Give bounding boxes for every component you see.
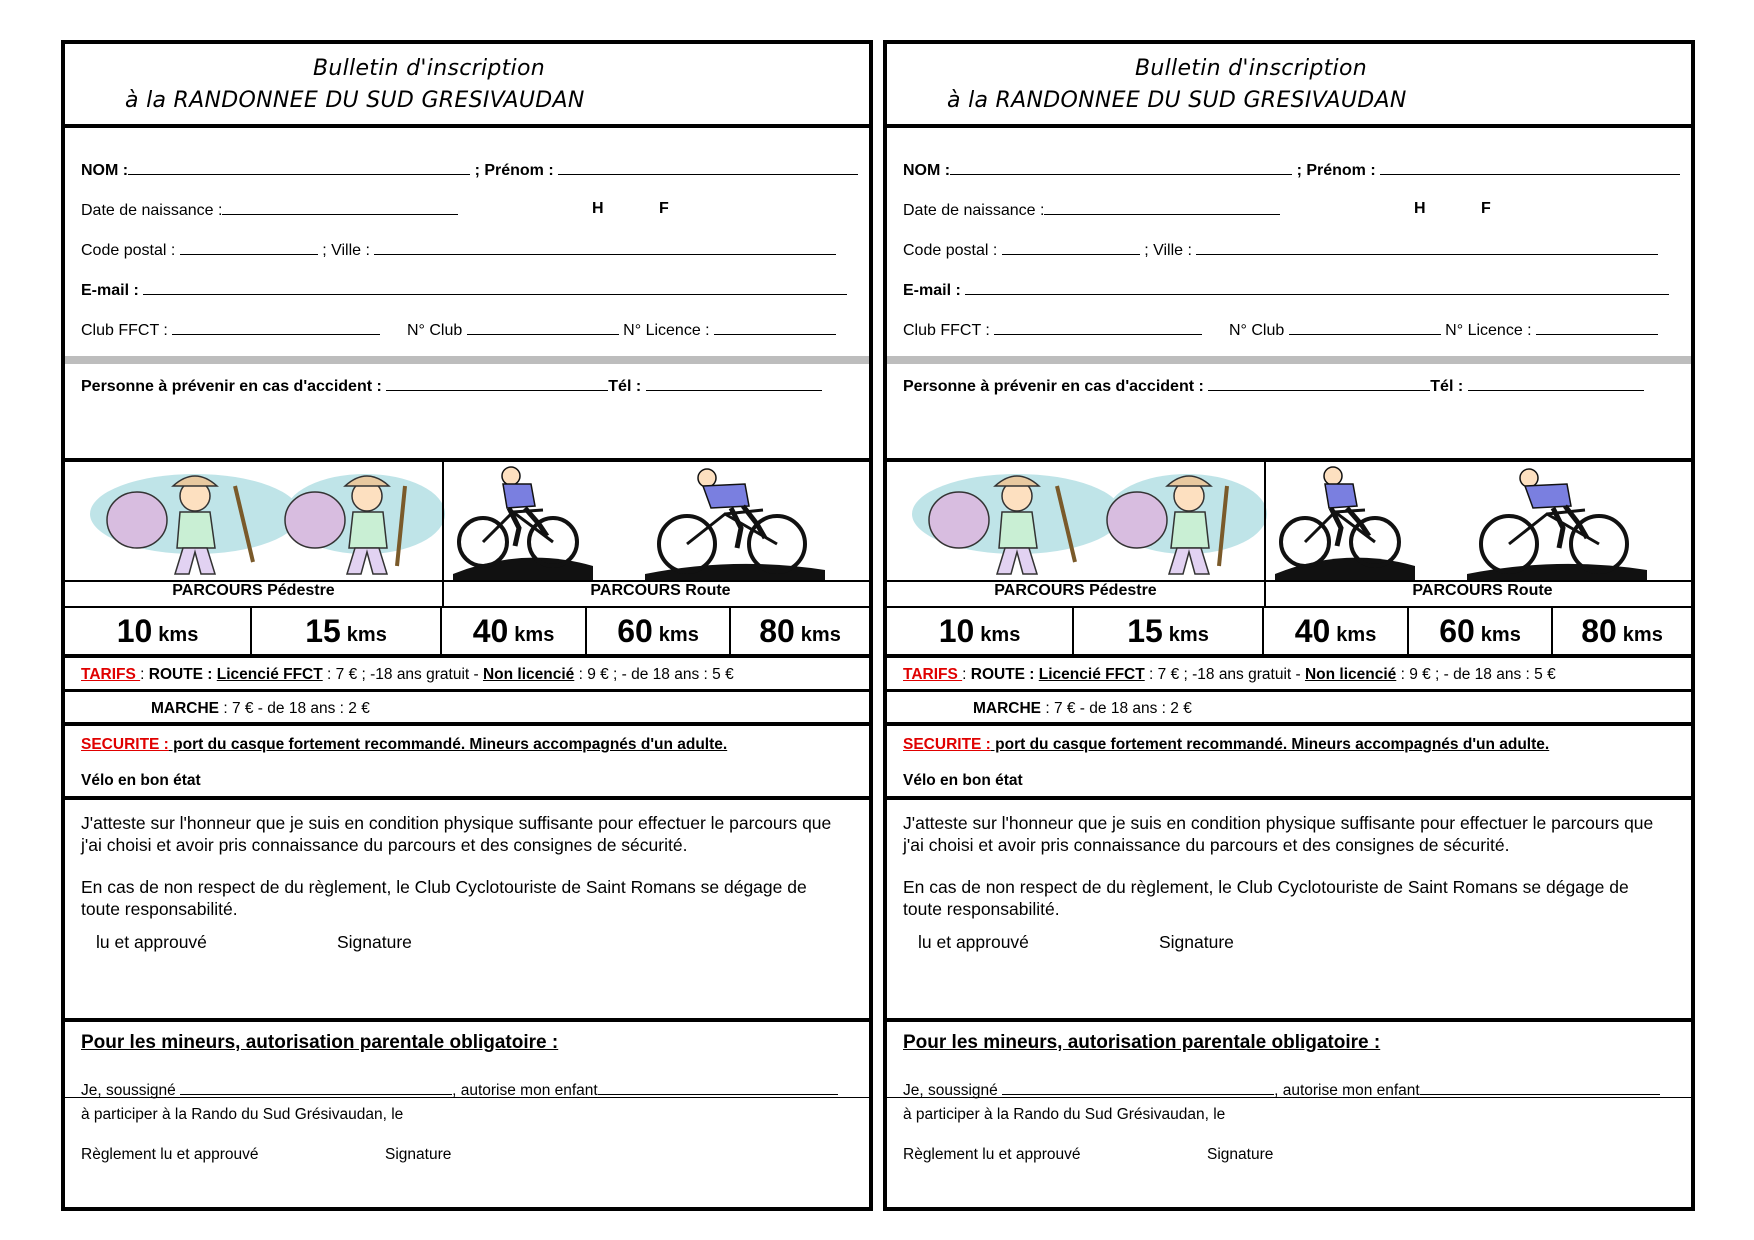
signature-label: Signature — [1207, 1146, 1274, 1163]
ville-label: ; Ville : — [322, 242, 370, 259]
distance-option[interactable] — [1264, 608, 1409, 654]
marche-label: MARCHE — [973, 700, 1042, 717]
lu-approuve: lu et approuvé — [96, 932, 207, 952]
nom-field[interactable] — [128, 160, 470, 175]
securite-label: SECURITE : — [81, 736, 169, 753]
tarifs-label: TARIFS — [81, 666, 141, 683]
securite-text: port du casque fortement recommandé. Mineurs accompagnés d'un adulte. — [168, 736, 728, 753]
email-label: E-mail : — [81, 282, 139, 299]
form-header — [65, 44, 869, 128]
marche-price: : 7 € - de 18 ans : 2 € — [219, 700, 370, 717]
distance-options — [65, 608, 869, 658]
soussigne-field[interactable] — [180, 1080, 452, 1095]
distance-unit: kms — [1336, 623, 1377, 646]
marche-section — [65, 692, 869, 726]
email-label: E-mail : — [903, 282, 961, 299]
club-field[interactable] — [172, 320, 380, 335]
signature-label: Signature — [1159, 932, 1234, 952]
reglement-text: Règlement lu et approuvé — [903, 1146, 1081, 1163]
tarifs-colon: : — [962, 666, 971, 683]
signature-label: Signature — [337, 932, 412, 952]
parcours-pedestre-label: PARCOURS Pédestre — [994, 582, 1157, 599]
soussigne-label: Je, soussigné — [903, 1082, 998, 1099]
form-title: Bulletin d'inscription — [313, 56, 545, 81]
route-label: ROUTE : — [970, 666, 1039, 683]
n-club-field[interactable] — [1289, 320, 1441, 335]
attestation-section — [887, 800, 1691, 1022]
responsabilite-text: En cas de non respect de du règlement, le Club Cyclotouriste de Saint Romans se dégage de toute responsabilité. — [81, 877, 807, 919]
tarifs-section — [887, 658, 1691, 692]
reglement-text: Règlement lu et approuvé — [81, 1146, 259, 1163]
form-title: Bulletin d'inscription — [1135, 56, 1367, 81]
distance-value: 80 — [759, 612, 795, 649]
sex-f-option[interactable]: F — [1481, 200, 1491, 217]
n-club-field[interactable] — [467, 320, 619, 335]
distance-options — [887, 608, 1691, 658]
marche-label: MARCHE — [151, 700, 220, 717]
sex-h-option[interactable]: H — [1414, 200, 1426, 217]
email-field[interactable] — [143, 280, 847, 295]
form-subtitle: à la RANDONNEE DU SUD GRESIVAUDAN — [947, 88, 1407, 113]
birth-row — [81, 200, 861, 220]
distance-value: 60 — [617, 612, 653, 649]
hiker-illustration — [275, 462, 445, 580]
distance-value: 10 — [116, 612, 153, 649]
accident-row — [903, 376, 1683, 396]
soussigne-label: Je, soussigné — [81, 1082, 176, 1099]
accident-field[interactable] — [386, 376, 608, 391]
identity-section — [65, 128, 869, 462]
marche-price: : 7 € - de 18 ans : 2 € — [1041, 700, 1192, 717]
attestation-text: J'atteste sur l'honneur que je suis en condition physique suffisante pour effectuer le parcours que j'ai choisi et avoir pris connaissance du parcours et des consignes de sécurité. — [81, 813, 832, 855]
code-postal-field[interactable] — [180, 240, 318, 255]
licencie-price: : 7 € ; -18 ans gratuit - — [322, 666, 483, 683]
n-licence-field[interactable] — [1536, 320, 1658, 335]
distance-unit: kms — [1480, 623, 1521, 646]
distance-value: 15 — [1127, 612, 1163, 649]
tarifs-colon: : — [140, 666, 149, 683]
email-field[interactable] — [965, 280, 1669, 295]
lu-approuve: lu et approuvé — [918, 932, 1029, 952]
attestation-text: J'atteste sur l'honneur que je suis en condition physique suffisante pour effectuer le parcours que j'ai choisi et avoir pris connaissance du parcours et des consignes de sécurité. — [903, 813, 1654, 855]
distance-option[interactable] — [1074, 608, 1264, 654]
mineurs-title: Pour les mineurs, autorisation parentale obligatoire : — [81, 1032, 559, 1053]
hiker-illustration — [907, 462, 1127, 580]
prenom-label: ; Prénom : — [474, 162, 554, 179]
naissance-field[interactable] — [1044, 200, 1280, 215]
distance-unit: kms — [158, 623, 199, 646]
distance-value: 40 — [472, 612, 509, 649]
non-licencie-label: Non licencié — [1304, 666, 1397, 683]
marche-row — [151, 700, 861, 718]
non-licencie-label: Non licencié — [482, 666, 575, 683]
participer-text: à participer à la Rando du Sud Grésivaudan, le — [903, 1106, 1226, 1123]
velo-text: Vélo en bon état — [903, 772, 1023, 789]
naissance-field[interactable] — [222, 200, 458, 215]
distance-unit: kms — [658, 623, 699, 646]
form-subtitle: à la RANDONNEE DU SUD GRESIVAUDAN — [125, 88, 585, 113]
address-row — [903, 240, 1683, 260]
code-postal-label: Code postal : — [81, 242, 176, 259]
accident-label: Personne à prévenir en cas d'accident : — [81, 378, 382, 395]
code-postal-label: Code postal : — [903, 242, 998, 259]
club-row — [903, 320, 1683, 340]
ville-field[interactable] — [1196, 240, 1658, 255]
tarifs-row — [81, 666, 861, 684]
n-club-label: N° Club — [406, 322, 463, 339]
distance-unit: kms — [514, 623, 555, 646]
velo-text: Vélo en bon état — [81, 772, 201, 789]
autorisation-section — [65, 1098, 869, 1207]
licencie-label: Licencié FFCT — [1038, 666, 1145, 683]
accident-label: Personne à prévenir en cas d'accident : — [903, 378, 1204, 395]
securite-row — [81, 736, 861, 754]
licencie-price: : 7 € ; -18 ans gratuit - — [1144, 666, 1305, 683]
soussigne-field[interactable] — [1002, 1080, 1274, 1095]
marche-row — [973, 700, 1683, 718]
n-licence-label: N° Licence : — [1445, 322, 1532, 339]
parcours-route-label: PARCOURS Route — [590, 582, 731, 599]
email-row — [903, 280, 1683, 300]
distance-value: 80 — [1581, 612, 1617, 649]
soussigne-row — [903, 1080, 1683, 1100]
distance-option[interactable] — [887, 608, 1074, 654]
address-row — [81, 240, 861, 260]
tel-label: Tél : — [1430, 378, 1464, 395]
registration-form-right — [883, 40, 1695, 1211]
responsabilite-text: En cas de non respect de du règlement, le Club Cyclotouriste de Saint Romans se dégage de toute responsabilité. — [903, 877, 1629, 919]
club-label: Club FFCT : — [903, 322, 990, 339]
cyclist-illustration — [453, 462, 593, 580]
parcours-illustrations — [887, 462, 1691, 608]
name-row — [81, 160, 861, 180]
distance-unit: kms — [1622, 623, 1663, 646]
autorisation-section — [887, 1098, 1691, 1207]
parcours-route-label: PARCOURS Route — [1412, 582, 1553, 599]
distance-value: 15 — [305, 612, 341, 649]
hiker-illustration — [1097, 462, 1267, 580]
participer-text: à participer à la Rando du Sud Grésivaudan, le — [81, 1106, 404, 1123]
hiker-illustration — [85, 462, 305, 580]
sex-h-option[interactable]: H — [592, 200, 604, 217]
email-row — [81, 280, 861, 300]
attestation-section — [65, 800, 869, 1022]
code-postal-field[interactable] — [1002, 240, 1140, 255]
tel-field[interactable] — [1468, 376, 1644, 391]
n-club-label: N° Club — [1228, 322, 1285, 339]
distance-unit: kms — [346, 623, 387, 646]
distance-option[interactable] — [587, 608, 731, 654]
distance-unit: kms — [980, 623, 1021, 646]
nom-field[interactable] — [950, 160, 1292, 175]
divider — [887, 356, 1691, 364]
mineurs-section — [65, 1022, 869, 1098]
distance-option[interactable] — [1553, 608, 1691, 654]
form-header — [887, 44, 1691, 128]
route-label: ROUTE : — [148, 666, 217, 683]
birth-row — [903, 200, 1683, 220]
tel-field[interactable] — [646, 376, 822, 391]
registration-form-left — [61, 40, 873, 1211]
parcours-pedestre-label: PARCOURS Pédestre — [172, 582, 335, 599]
club-label: Club FFCT : — [81, 322, 168, 339]
marche-section — [887, 692, 1691, 726]
enfant-field[interactable] — [1420, 1080, 1660, 1095]
nom-label: NOM : — [81, 162, 129, 179]
nom-label: NOM : — [903, 162, 951, 179]
securite-section — [65, 726, 869, 800]
distance-value: 40 — [1294, 612, 1331, 649]
distance-value: 10 — [938, 612, 975, 649]
sex-f-option[interactable]: F — [659, 200, 669, 217]
naissance-label: Date de naissance : — [903, 202, 1045, 219]
cyclist-illustration — [645, 462, 825, 580]
club-field[interactable] — [994, 320, 1202, 335]
prenom-label: ; Prénom : — [1296, 162, 1376, 179]
distance-unit: kms — [1168, 623, 1209, 646]
mineurs-title: Pour les mineurs, autorisation parentale obligatoire : — [903, 1032, 1381, 1053]
distance-unit: kms — [800, 623, 841, 646]
tarifs-section — [65, 658, 869, 692]
naissance-label: Date de naissance : — [81, 202, 223, 219]
autorise-label: , autorise mon enfant — [1274, 1082, 1420, 1099]
distance-value: 60 — [1439, 612, 1475, 649]
licencie-label: Licencié FFCT — [216, 666, 323, 683]
autorise-label: , autorise mon enfant — [452, 1082, 598, 1099]
signature-label: Signature — [385, 1146, 452, 1163]
prenom-field[interactable] — [558, 160, 858, 175]
securite-text: port du casque fortement recommandé. Mineurs accompagnés d'un adulte. — [990, 736, 1550, 753]
name-row — [903, 160, 1683, 180]
parcours-illustrations — [65, 462, 869, 608]
soussigne-row — [81, 1080, 861, 1100]
distance-option[interactable] — [442, 608, 587, 654]
club-row — [81, 320, 861, 340]
identity-section — [887, 128, 1691, 462]
tel-label: Tél : — [608, 378, 642, 395]
non-licencie-price: : 9 € ; - de 18 ans : 5 € — [574, 666, 734, 683]
divider — [65, 356, 869, 364]
ville-field[interactable] — [374, 240, 836, 255]
distance-option[interactable] — [252, 608, 442, 654]
mineurs-section — [887, 1022, 1691, 1098]
securite-label: SECURITE : — [903, 736, 991, 753]
distance-option[interactable] — [65, 608, 252, 654]
n-licence-field[interactable] — [714, 320, 836, 335]
enfant-field[interactable] — [598, 1080, 838, 1095]
accident-row — [81, 376, 861, 396]
cyclist-illustration — [1467, 462, 1647, 580]
distance-option[interactable] — [731, 608, 869, 654]
distance-option[interactable] — [1409, 608, 1553, 654]
ville-label: ; Ville : — [1144, 242, 1192, 259]
cyclist-illustration — [1275, 462, 1415, 580]
securite-row — [903, 736, 1683, 754]
n-licence-label: N° Licence : — [623, 322, 710, 339]
non-licencie-price: : 9 € ; - de 18 ans : 5 € — [1396, 666, 1556, 683]
tarifs-row — [903, 666, 1683, 684]
securite-section — [887, 726, 1691, 800]
prenom-field[interactable] — [1380, 160, 1680, 175]
accident-field[interactable] — [1208, 376, 1430, 391]
tarifs-label: TARIFS — [903, 666, 963, 683]
